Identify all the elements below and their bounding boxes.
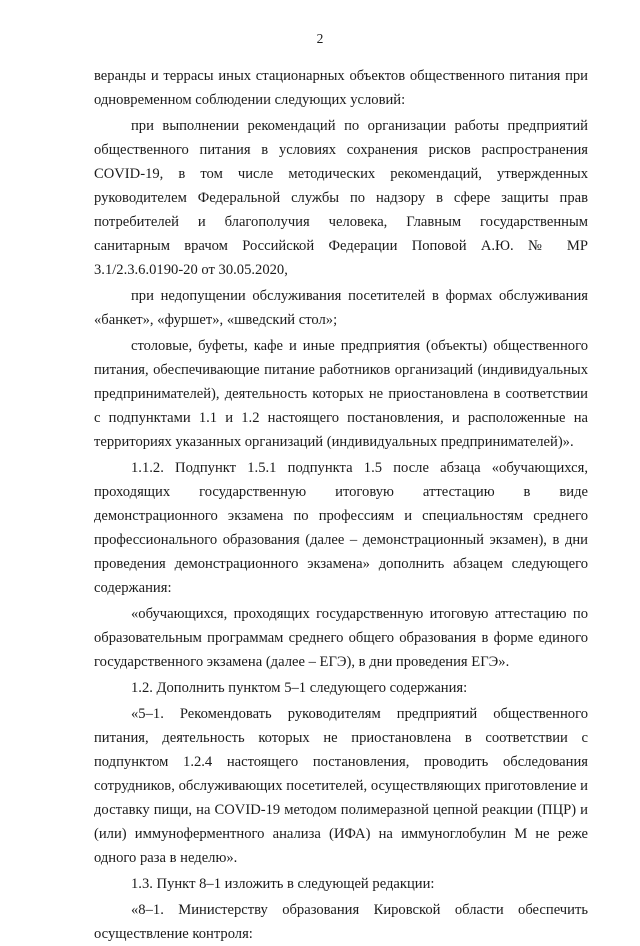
paragraph-8-1: «8–1. Министерству образования Кировской области обеспечить осуществление контроля: [94, 902, 588, 942]
document-body [94, 64, 588, 946]
paragraph-1-2: 1.2. Дополнить пунктом 5–1 следующего содержания: [131, 680, 468, 696]
paragraph-service-forms: при недопущении обслуживания посетителей в формах обслуживания «банкет», «фуршет», «шведский стол»; [94, 288, 588, 328]
paragraph-1-1-2: 1.1.2. Подпункт 1.5.1 подпункта 1.5 после абзаца «обучающихся, проходящих государственную итоговую аттестацию в виде демонстрационного экзамена по профессиям и специальностям среднего профессионального образования (далее – демонстрационный экзамен), в дни проведения демонстрационного экзамена» дополнить абзацем следующего содержания: [94, 460, 588, 596]
paragraph-canteens: столовые, буфеты, кафе и иные предприятия (объекты) общественного питания, обеспечивающие питание работников организаций (индивидуальных предпринимателей), деятельность которых не приостановлена в соответствии с подпунктами 1.1 и 1.2 настоящего постановления, и расположенные на территориях указанных организаций (индивидуальных предпринимателей)». [94, 338, 588, 450]
page-number: 2 [316, 31, 324, 46]
paragraph-verandas: веранды и террасы иных стационарных объектов общественного питания при одновременном соблюдении следующих условий: [94, 68, 588, 108]
paragraph-ege-students: «обучающихся, проходящих государственную итоговую аттестацию по образовательным программам среднего общего образования в форме единого государственного экзамена (далее – ЕГЭ), в дни проведения ЕГЭ». [94, 606, 588, 670]
paragraph-1-3: 1.3. Пункт 8–1 изложить в следующей редакции: [131, 876, 435, 892]
paragraph-recommendations: при выполнении рекомендаций по организации работы предприятий общественного питания в условиях сохранения рисков распространения COVID-19, в том числе методических рекомендаций, утвержденных руководителем Федеральной службы по надзору в сфере защиты прав потребителей и благополучия человека, Главным государственным санитарным врачом Российской Федерации Поповой А.Ю. № МР 3.1/2.3.6.0190-20 от 30.05.2020, [94, 118, 588, 278]
paragraph-5-1: «5–1. Рекомендовать руководителям предприятий общественного питания, деятельность которых не приостановлена в соответствии с подпунктом 1.2.4 настоящего постановления, проводить обследования сотрудников, обслуживающих посетителей, осуществляющих приготовление и доставку пищи, на COVID-19 методом полимеразной цепной реакции (ПЦР) и (или) иммуноферментного анализа (ИФА) на иммуноглобулин М не реже одного раза в неделю». [94, 706, 588, 866]
